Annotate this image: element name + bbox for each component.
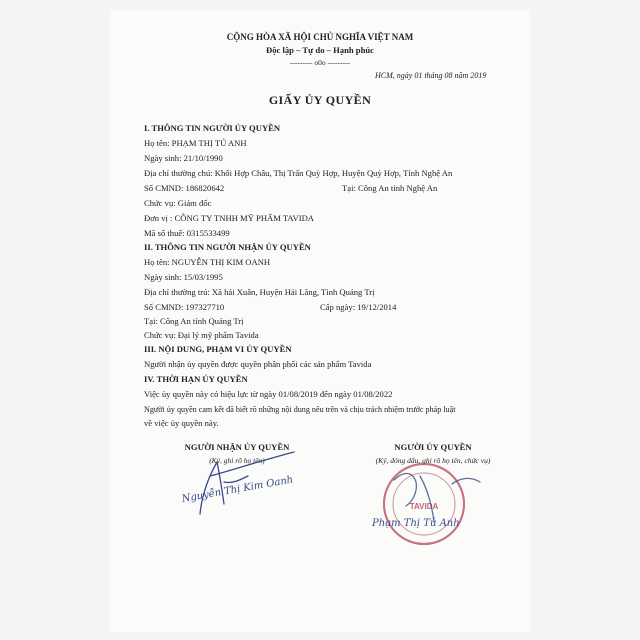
document-title: GIẤY ỦY QUYỀN xyxy=(268,93,372,107)
receiver-id-number: Số CMND: 197327710 xyxy=(144,302,225,312)
section-3-heading: III. NỘI DUNG, PHẠM VI ỦY QUYỀN xyxy=(144,344,292,354)
receiver-position: Chức vụ: Đại lý mỹ phẩm Tavida xyxy=(144,330,259,340)
grantor-handwritten-name: Phạm Thị Tú Anh xyxy=(372,518,460,529)
grantor-unit: Đơn vị : CÔNG TY TNHH MỸ PHẨM TAVIDA xyxy=(144,213,315,223)
section-2-heading: II. THÔNG TIN NGƯỜI NHẬN ỦY QUYỀN xyxy=(144,242,311,252)
commitment-line-2: về việc ủy quyền này. xyxy=(144,418,219,428)
receiver-signature-title: NGƯỜI NHẬN ỦY QUYỀN xyxy=(184,442,290,452)
grantor-signature-title: NGƯỜI ỦY QUYỀN xyxy=(394,442,472,452)
grantor-tax-code: Mã số thuế: 0315533499 xyxy=(144,228,230,238)
receiver-signature-note: (Ký, ghi rõ họ tên) xyxy=(209,456,265,465)
receiver-id-issued-date: Cấp ngày: 19/12/2014 xyxy=(320,302,397,312)
receiver-address: Địa chỉ thường trú: Xã hải Xuân, Huyện Hải Lăng, Tỉnh Quảng Trị xyxy=(144,287,375,297)
country-name: CỘNG HÒA XÃ HỘI CHỦ NGHĨA VIỆT NAM xyxy=(226,32,414,42)
authorization-scope: Người nhận ủy quyền được quyền phân phối các sản phẩm Tavida xyxy=(144,359,372,369)
grantor-position: Chức vụ: Giám đốc xyxy=(144,198,212,208)
grantor-id-number: Số CMND: 186820642 xyxy=(144,183,225,193)
grantor-address: Địa chỉ thường chú: Khối Hợp Châu, Thị Trấn Quỳ Hợp, Huyện Quỳ Hợp, Tỉnh Nghệ An xyxy=(144,168,453,178)
authorization-term: Việc ủy quyền này có hiệu lực từ ngày 01/08/2019 đến ngày 01/08/2022 xyxy=(144,389,393,399)
receiver-dob: Ngày sinh: 15/03/1995 xyxy=(144,272,223,282)
receiver-id-issued-at: Tại: Công An tỉnh Quảng Trị xyxy=(144,316,244,326)
commitment-line-1: Người ủy quyền cam kết đã biết rõ những nội dung nêu trên và chịu trách nhiệm trước pháp luật xyxy=(144,405,456,414)
place-and-date: HCM, ngày 01 tháng 08 năm 2019 xyxy=(375,71,487,80)
grantor-dob: Ngày sinh: 21/10/1990 xyxy=(144,153,223,163)
document-page xyxy=(110,10,530,632)
receiver-handwritten-name: Nguyễn Thị Kim Oanh xyxy=(180,474,295,505)
section-4-heading: IV. THỜI HẠN ỦY QUYỀN xyxy=(144,374,248,384)
header-divider: --------- o0o --------- xyxy=(290,58,350,67)
grantor-name: Họ tên: PHẠM THỊ TÚ ANH xyxy=(144,138,247,148)
section-1-heading: I. THÔNG TIN NGƯỜI ỦY QUYỀN xyxy=(144,123,281,133)
grantor-id-issued-at: Tại: Công An tỉnh Nghệ An xyxy=(342,183,438,193)
receiver-name: Họ tên: NGUYỄN THỊ KIM OANH xyxy=(144,257,271,267)
stamp-company-name: TAVIDA xyxy=(409,502,439,511)
grantor-signature-note: (Ký, đóng dấu, ghi rõ họ tên, chức vụ) xyxy=(375,456,491,465)
national-motto: Độc lập – Tự do – Hạnh phúc xyxy=(266,45,374,55)
